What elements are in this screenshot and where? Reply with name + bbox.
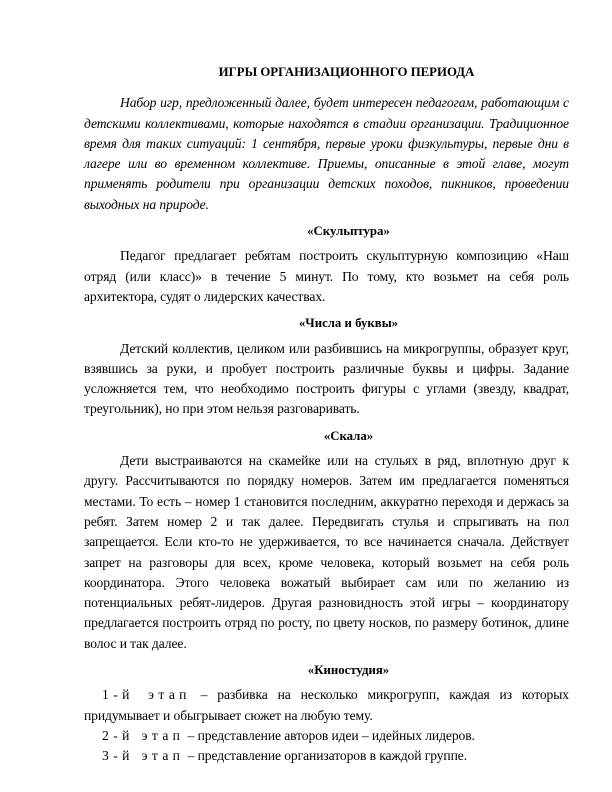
game-section-film-studio bbox=[84, 660, 569, 766]
game-description: Детский коллектив, целиком или разбившись на микрогруппы, образует круг, взявшись за руки, и пробует построить различные буквы и цифры. Задание усложняется тем, что необходимо построить фигуры с углами (звезду, квадрат, треугольник), но при этом нельзя разговаривать. bbox=[84, 340, 569, 417]
page-content bbox=[84, 62, 569, 767]
game-section-rock bbox=[84, 426, 569, 654]
game-title: «Числа и буквы» bbox=[298, 316, 399, 331]
stage-text: – разбивка на несколько микрогрупп, каждая из которых придумывает и обыгрывает сюжет на любую тему. bbox=[84, 687, 569, 723]
page-title: ИГРЫ ОРГАНИЗАЦИОННОГО ПЕРИОДА bbox=[218, 65, 475, 79]
stage-text: – представление организаторов в каждой группе. bbox=[184, 748, 468, 764]
game-description: Дети выстраиваются на скамейке или на стульях в ряд, вплотную друг к другу. Рассчитываются по порядку номеров. Затем им предлагается поменяться местами. То есть – номер 1 становится последним, аккуратно переходя и держась за ребят. Затем номер 2 и так далее. Передвигать стулья и спрыгивать на пол запрещается. Если кто-то не удерживается, то все начинается сначала. Действует запрет на разговоры для всех, кроме человека, который возьмет на себя роль координатора. Этого человека вожатый выбирает сам или по желанию из потенциальных ребят-лидеров. Другая разновидность этой игры – координатору предлагается построить отряд по росту, по цвету носков, по размеру ботинок, длине волос и так далее. bbox=[84, 453, 569, 651]
game-section-sculpture bbox=[84, 221, 569, 307]
game-section-numbers-letters bbox=[84, 313, 569, 419]
intro-paragraph: Набор игр, предложенный далее, будет интересен педагогам, работающим с детскими коллективами, которые находятся в стадии организации. Традиционное время для таких ситуаций: 1 сентября, первые уроки физкультуры, первые дни в лагере или во временном коллективе. Приемы, описанные в этой главе, могут применять родители при организации детских походов, пикников, проведении выходных на природе. bbox=[84, 95, 569, 212]
game-title: «Скала» bbox=[323, 428, 374, 443]
game-title: «Скульптура» bbox=[307, 224, 390, 239]
stage-label: 2-й этап bbox=[102, 727, 185, 743]
game-title: «Киностудия» bbox=[307, 663, 390, 678]
stage-item bbox=[84, 746, 569, 766]
stage-label: 1-й этап bbox=[102, 687, 191, 703]
stage-item bbox=[84, 685, 569, 726]
stage-item bbox=[84, 726, 569, 746]
game-description: Педагог предлагает ребятам построить скульптурную композицию «Наш отряд (или класс)» в течение 5 минут. По тому, кто возьмет на себя роль архитектора, судят о лидерских качествах. bbox=[84, 248, 569, 304]
stage-label: 3-й этап bbox=[102, 748, 185, 764]
stage-text: – представление авторов идеи – идейных лидеров. bbox=[184, 727, 475, 743]
